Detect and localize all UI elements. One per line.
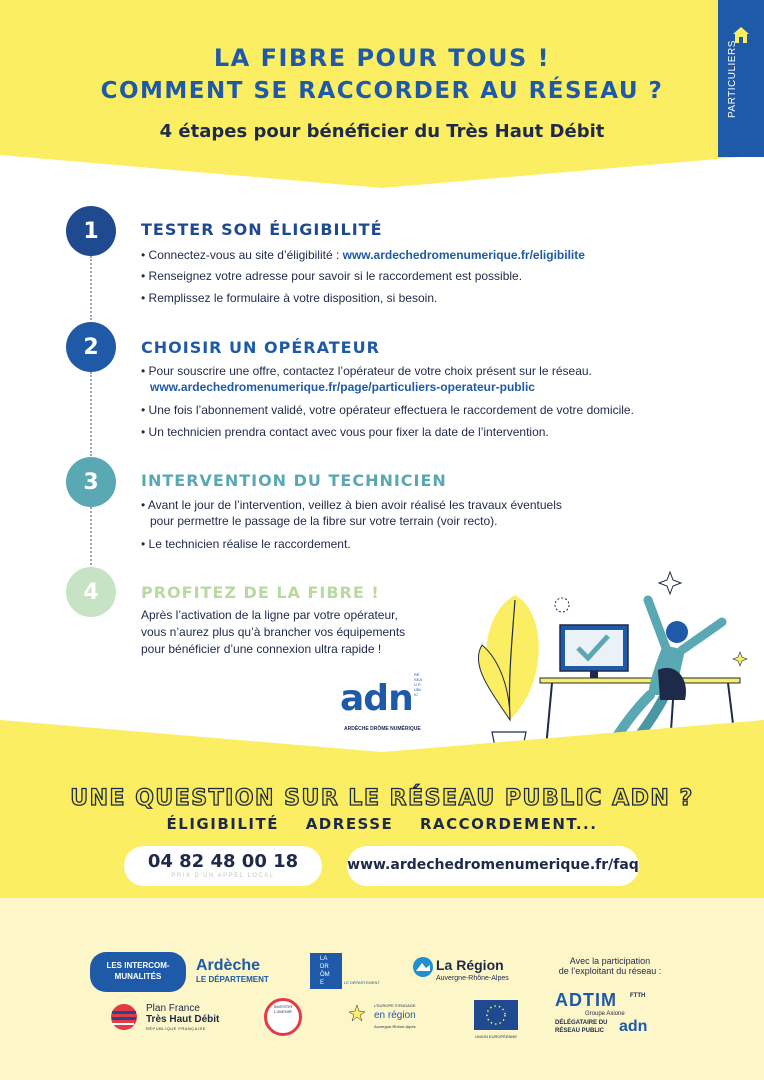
step-4-title: PROFITEZ DE LA FIBRE ! [141, 583, 380, 602]
region-icon [412, 956, 434, 978]
union-europeenne-logo: UNION EUROPÉENNE [474, 1000, 518, 1036]
phone-pill[interactable] [124, 846, 322, 886]
adn-logo-tag: RÉSEAU PUBLIC [414, 672, 423, 697]
step-connector [90, 372, 92, 456]
step-1-title: TESTER SON ÉLIGIBILITÉ [141, 220, 383, 239]
step-2-number: 2 [66, 322, 116, 372]
topic-eligibilite: ÉLIGIBILITÉ [166, 815, 279, 833]
adn-logo-word: adn [340, 678, 413, 719]
page-title-line1: LA FIBRE POUR TOUS ! [213, 44, 551, 72]
europe-stars-icon [346, 1003, 368, 1023]
faq-link[interactable]: www.ardechedromenumerique.fr/faq [347, 857, 639, 873]
plan-france-icon [110, 1003, 138, 1031]
step-3-bullet-1a: • Avant le jour de l’intervention, veillez à bien avoir réalisé les travaux éventuels [141, 498, 562, 512]
particuliers-label: PARTICULIERS [727, 40, 738, 118]
investir-avenir-logo: INVESTIR L’AVENIR [264, 998, 302, 1036]
drome-logo: LA DRÔME LE DÉPARTEMENT [310, 953, 392, 989]
faq-pill[interactable] [347, 846, 639, 886]
step-3-number: 3 [66, 457, 116, 507]
step-3-bullet-2: • Le technicien réalise le raccordement. [141, 537, 351, 551]
eu-flag-icon [474, 1000, 518, 1030]
step-3-bullet-1b: pour permettre le passage de la fibre sur votre terrain (voir recto). [150, 514, 498, 528]
step-connector [90, 256, 92, 320]
step-connector [90, 507, 92, 565]
eligibility-link[interactable]: www.ardechedromenumerique.fr/eligibilite [342, 248, 585, 262]
participation-text: Avec la participation de l’exploitant du réseau : [558, 956, 662, 976]
step-1-bullet-1: • Connectez-vous au site d’éligibilité : www.ardechedromenumerique.fr/eligibilite [141, 248, 585, 262]
adtim-logo: ADTIM FTTH Groupe Axione DÉLÉGATAIRE DU RÉSEAU PUBLIC adn [555, 990, 648, 1035]
intercommunalites-logo: LES INTERCOM-MUNALITÉS [90, 952, 186, 992]
operator-link[interactable]: www.ardechedromenumerique.fr/page/particuliers-operateur-public [150, 380, 535, 394]
step-1-number: 1 [66, 206, 116, 256]
step-4-text-3: pour bénéficier d’une connexion ultra rapide ! [141, 642, 382, 656]
step-1-bullet-2: • Renseignez votre adresse pour savoir si le raccordement est possible. [141, 269, 523, 283]
step-4-text-2: vous n’aurez plus qu’à brancher vos équipements [141, 625, 406, 639]
step-2-bullet-1: • Pour souscrire une offre, contactez l’opérateur de votre choix présent sur le réseau. [141, 364, 592, 378]
phone-note: PRIX D’UN APPEL LOCAL [171, 873, 275, 879]
step-4-number: 4 [66, 567, 116, 617]
region-logo: La Région Auvergne-Rhône-Alpes [412, 956, 522, 988]
question-topics [0, 815, 764, 833]
step-3-title: INTERVENTION DU TECHNICIEN [141, 471, 447, 490]
step-4-text-1: Après l’activation de la ligne par votre opérateur, [141, 608, 398, 622]
page-subtitle: 4 étapes pour bénéficier du Très Haut Débit [159, 121, 605, 142]
europe-region-logo: L’EUROPE S’ENGAGE en région Auvergne-Rhône-Alpes [346, 1003, 436, 1035]
plan-france-thd-logo: Plan France Très Haut Débit RÉPUBLIQUE FRANÇAISE [110, 1003, 250, 1033]
step-2-bullet-3: • Un technicien prendra contact avec vous pour fixer la date de l’intervention. [141, 425, 549, 439]
phone-number[interactable]: 04 82 48 00 18 [147, 851, 299, 872]
step-2-bullet-2: • Une fois l’abonnement validé, votre opérateur effectuera le raccordement de votre domicile. [141, 403, 634, 417]
step-1-bullet-3: • Remplissez le formulaire à votre disposition, si besoin. [141, 291, 438, 305]
ardeche-logo: Ardèche LE DÉPARTEMENT [196, 957, 269, 984]
topic-raccordement: RACCORDEMENT... [419, 815, 598, 833]
question-title: UNE QUESTION SUR LE RÉSEAU PUBLIC ADN ? [70, 786, 694, 811]
page-title-line2: COMMENT SE RACCORDER AU RÉSEAU ? [100, 78, 664, 104]
adn-logo-caption: ARDÈCHE DRÔME NUMÉRIQUE [344, 726, 421, 732]
topic-adresse: ADRESSE [305, 815, 394, 833]
step-2-title: CHOISIR UN OPÉRATEUR [141, 338, 380, 357]
